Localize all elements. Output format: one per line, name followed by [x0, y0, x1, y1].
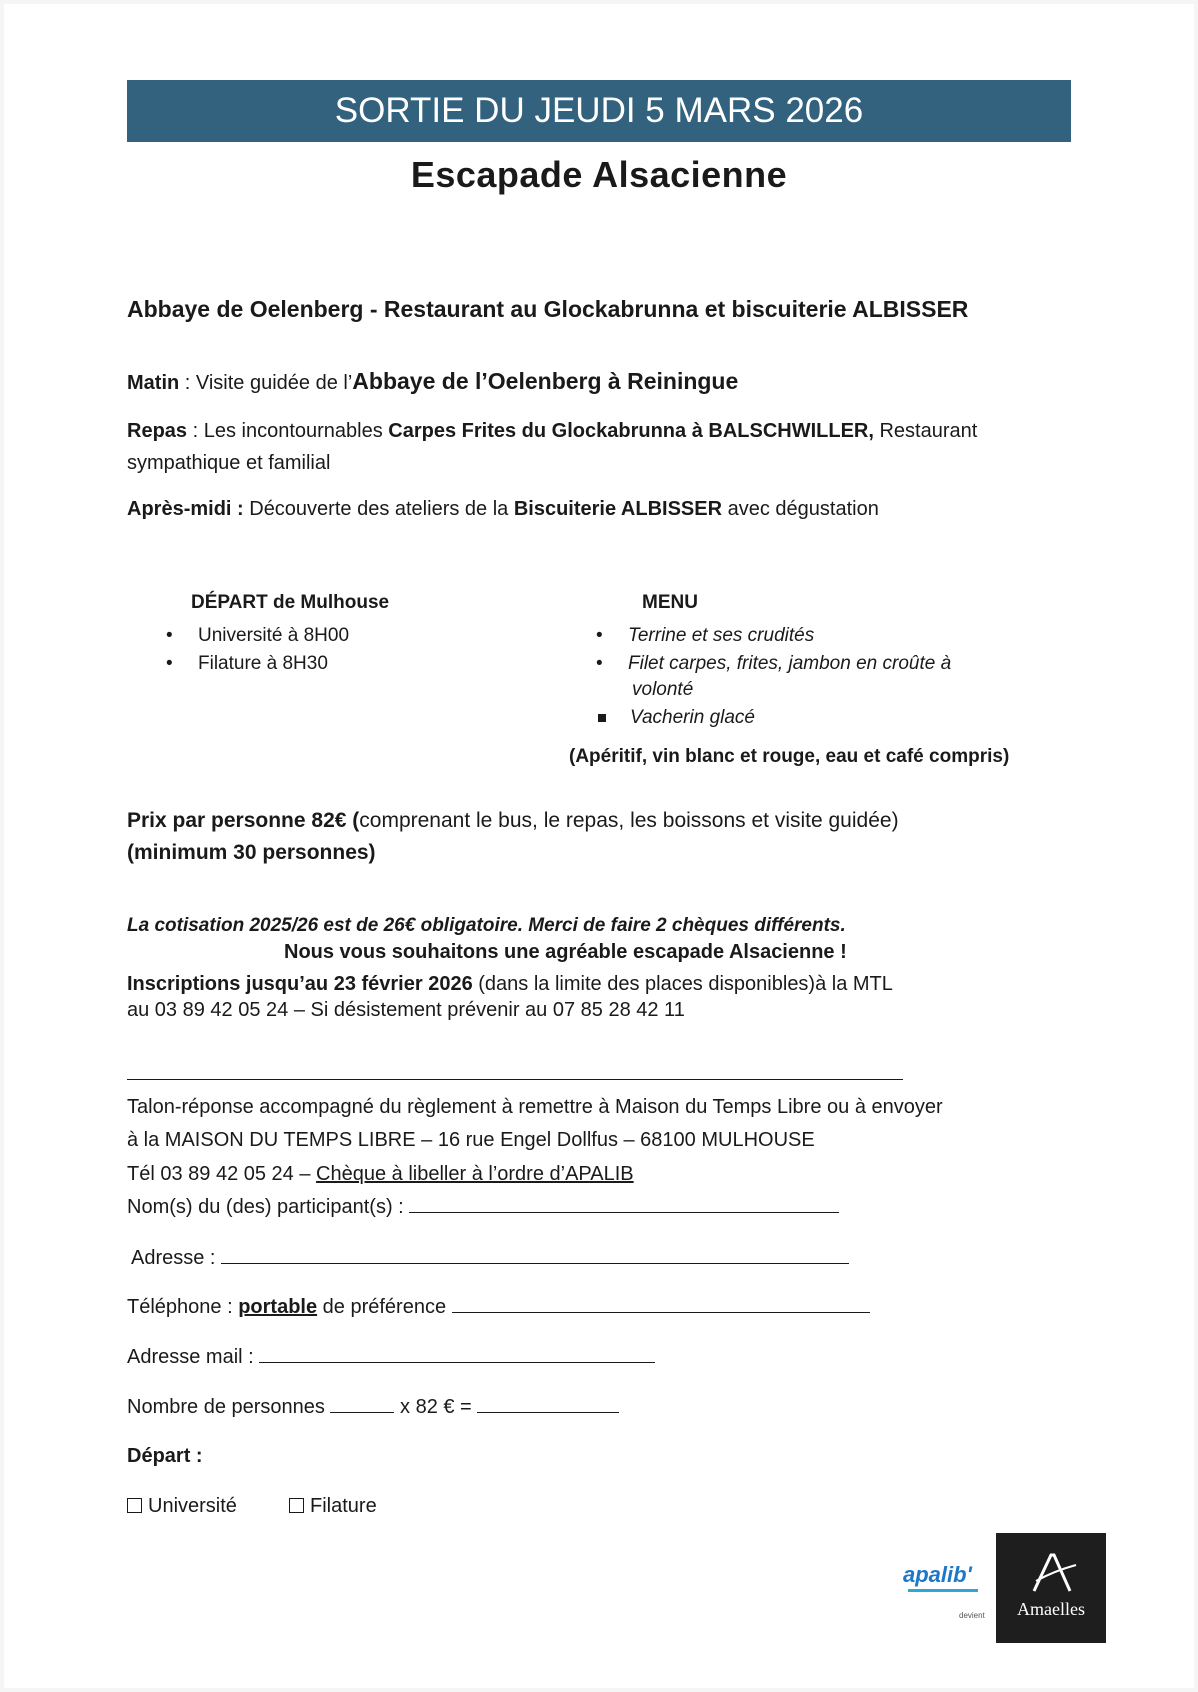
depart-option-filature[interactable]: Filature: [289, 1495, 377, 1518]
form-intro-line2: à la MAISON DU TEMPS LIBRE – 16 rue Engel Dollfus – 68100 MULHOUSE: [127, 1129, 815, 1151]
program-apres-midi: Après-midi : Découverte des ateliers de la Biscuiterie ALBISSER avec dégustation: [127, 498, 879, 520]
names-input[interactable]: [409, 1211, 839, 1213]
form-intro-line1: Talon-réponse accompagné du règlement à remettre à Maison du Temps Libre ou à envoyer: [127, 1096, 943, 1118]
menu-item-continued: volonté: [632, 679, 694, 700]
names-label: Nom(s) du (des) participant(s) :: [127, 1196, 404, 1218]
count-input[interactable]: [330, 1411, 394, 1413]
address-input[interactable]: [221, 1262, 849, 1264]
document-page: [4, 4, 1194, 1688]
program-repas-line2: sympathique et familial: [127, 452, 331, 474]
menu-note: (Apéritif, vin blanc et rouge, eau et café compris): [569, 746, 1010, 767]
contact-line: au 03 89 42 05 24 – Si désistement prévenir au 07 85 28 42 11: [127, 999, 685, 1021]
address-field-row: [131, 1247, 849, 1270]
menu-item: Vacherin glacé: [598, 707, 755, 729]
phone-field-row: Téléphone : portable de préférence: [127, 1296, 870, 1319]
depart-label: Départ :: [127, 1445, 203, 1467]
email-input[interactable]: [259, 1361, 655, 1363]
price-line: Prix par personne 82€ (comprenant le bus, le repas, les boissons et visite guidée): [127, 809, 899, 832]
universite-checkbox[interactable]: [127, 1498, 142, 1513]
depart-option-universite[interactable]: Université: [127, 1495, 237, 1518]
amaelles-logo: [996, 1533, 1106, 1643]
program-matin: Matin : Visite guidée de l’Abbaye de l’Oelenberg à Reiningue: [127, 368, 739, 394]
trip-subtitle: Abbaye de Oelenberg - Restaurant au Glockabrunna et biscuiterie ALBISSER: [127, 296, 969, 322]
address-label: Adresse :: [131, 1247, 216, 1269]
total-input[interactable]: [477, 1411, 619, 1413]
count-field-row: Nombre de personnes x 82 € =: [127, 1396, 619, 1419]
menu-item: • Filet carpes, frites, jambon en croûte à: [596, 653, 952, 674]
apalib-logo-underline: [908, 1589, 978, 1592]
departure-item: • Université à 8H00: [166, 625, 350, 646]
amaelles-a-icon: [996, 1533, 1106, 1643]
departure-item: • Filature à 8H30: [166, 653, 328, 674]
apalib-logo: apalib': [903, 1562, 972, 1587]
filature-checkbox[interactable]: [289, 1498, 304, 1513]
departure-heading: DÉPART de Mulhouse: [191, 592, 390, 613]
minimum-participants: (minimum 30 personnes): [127, 841, 376, 864]
menu-heading: MENU: [642, 592, 698, 613]
email-label: Adresse mail :: [127, 1346, 254, 1368]
names-field-row: [127, 1196, 839, 1219]
wishes-line: Nous vous souhaitons une agréable escapade Alsacienne !: [284, 941, 847, 963]
page-title: Escapade Alsacienne: [410, 154, 788, 195]
amaelles-wordmark: Amaelles: [1017, 1599, 1085, 1619]
form-tel-line: Tél 03 89 42 05 24 – Chèque à libeller à l’ordre d’APALIB: [127, 1163, 634, 1185]
cut-line-divider: [127, 1079, 903, 1080]
cotisation-note: La cotisation 2025/26 est de 26€ obligatoire. Merci de faire 2 chèques différents.: [127, 915, 846, 936]
phone-input[interactable]: [452, 1311, 870, 1313]
program-repas: Repas : Les incontournables Carpes Frites du Glockabrunna à BALSCHWILLER, Restaurant: [127, 420, 978, 442]
email-field-row: [127, 1346, 655, 1369]
devient-label: devient: [959, 1611, 985, 1620]
menu-item: • Terrine et ses crudités: [596, 625, 815, 646]
date-banner: SORTIE DU JEUDI 5 MARS 2026: [127, 80, 1071, 142]
inscriptions-line: Inscriptions jusqu’au 23 février 2026 (dans la limite des places disponibles)à la MTL: [127, 973, 893, 995]
